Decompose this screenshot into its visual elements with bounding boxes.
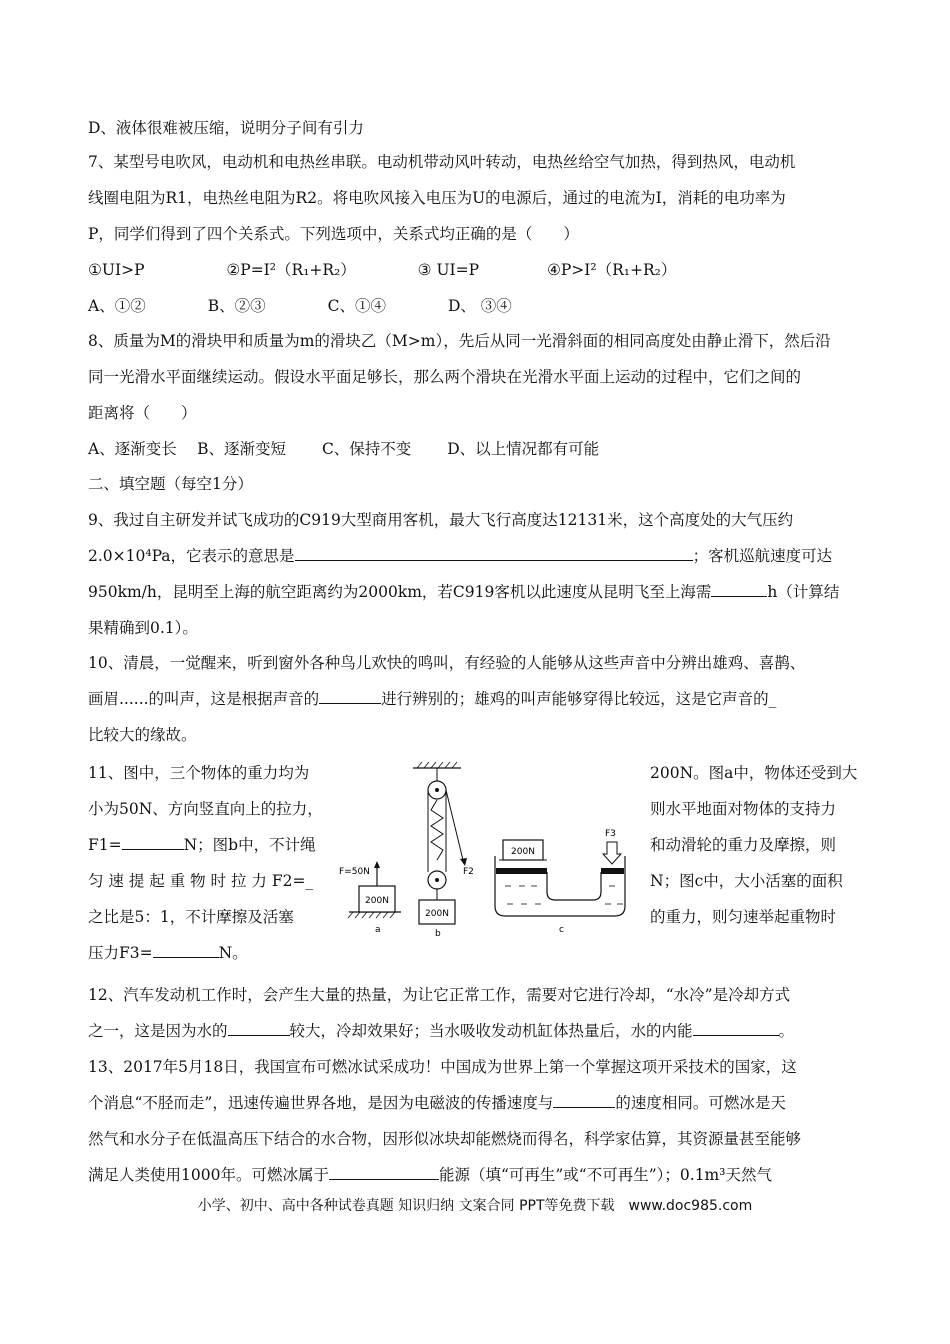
question-12-text-c: 。 <box>778 1022 795 1040</box>
question-11-right-1: 200N。图a中，物体还受到大 <box>650 764 858 782</box>
question-13-text-c: 满足人类使用1000年。可燃冰属于 <box>88 1166 329 1184</box>
figure-a-label: a <box>375 925 381 935</box>
question-11-right-2: 则水平地面对物体的支持力 <box>650 800 837 818</box>
question-12-text-a: 之一，这是因为水的 <box>88 1022 228 1040</box>
question-9-line-3 <box>88 582 839 602</box>
figure-b-label: b <box>435 929 441 939</box>
question-7-line-2: 线圈电阻为R1，电热丝电阻为R2。将电吹风接入电压为U的电源后，通过的电流为I，消耗的电功率为 <box>88 189 786 207</box>
question-9-line-1: 9、我过自主研发并试飞成功的C919大型商用客机，最大飞行高度达12131米，这个高度处的大气压约 <box>88 511 794 529</box>
question-7-relations <box>88 260 676 280</box>
answer-blank[interactable] <box>711 582 767 597</box>
figure-b <box>413 762 474 939</box>
question-11-right-5: 的重力，则匀速举起重物时 <box>650 908 837 926</box>
question-11-left-3 <box>88 833 338 855</box>
answer-blank[interactable] <box>329 1165 439 1180</box>
question-7-choices: A、①② B、②③ C、①④ D、 ③④ <box>88 297 512 315</box>
question-9-text-d: h（计算结 <box>767 583 840 601</box>
question-13-text-a: 个消息“不胫而走”，迅速传遍世界各地，是因为电磁波的传播速度与 <box>88 1094 554 1112</box>
question-9-line-2 <box>88 546 832 566</box>
question-8-line-3: 距离将（ ） <box>88 404 197 422</box>
question-13-line-3: 然气和水分子在低温高压下结合的水合物，因形似冰块却能燃烧而得名，科学家估算，其资源量甚至能够 <box>88 1130 802 1148</box>
question-11-right-4: N；图c中，大小活塞的面积 <box>650 872 843 890</box>
section-2-heading: 二、填空题（每空1分） <box>88 475 253 493</box>
question-13-text-b: 的速度相同。可燃冰是天 <box>615 1094 786 1112</box>
question-10-text-b: 进行辨别的；雄鸡的叫声能够穿得比较远，这是它声音的_ <box>381 690 777 708</box>
question-13-line-4 <box>88 1165 772 1185</box>
question-11-right-3: 和动滑轮的重力及摩擦，则 <box>650 836 837 854</box>
f3-label: 压力F3= <box>88 944 153 962</box>
relation-1: ①UI>P <box>88 261 145 279</box>
answer-blank[interactable] <box>122 835 184 850</box>
question-8-line-2: 同一光滑水平面继续运动。假设水平面足够长，那么两个滑块在光滑水平面上运动的过程中，它们之间的 <box>88 368 802 386</box>
answer-blank[interactable] <box>153 943 219 958</box>
question-7-line-1: 7、某型号电吹风，电动机和电热丝串联。电动机带动风叶转动，电热丝给空气加热，得到热风，电动机 <box>88 153 796 171</box>
answer-blank[interactable] <box>693 1021 779 1036</box>
block-c-weight: 200N <box>511 847 535 857</box>
question-9-text-c: 950km/h，昆明至上海的航空距离约为2000km，若C919客机以此速度从昆明飞至上海需 <box>88 583 712 601</box>
relation-2: ②P=I²（R₁+R₂） <box>226 261 356 279</box>
force-c-label: F3 <box>605 829 616 839</box>
question-11-text: N；图b中，不计绳 <box>183 836 316 854</box>
unit-text: N。 <box>218 944 248 962</box>
force-a-label: F=50N <box>339 867 370 877</box>
figure-a <box>339 861 401 935</box>
answer-blank[interactable] <box>228 1021 290 1036</box>
question-10-line-3: 比较大的缘故。 <box>88 726 197 744</box>
block-a-weight: 200N <box>365 896 389 906</box>
question-13-line-1: 13、2017年5月18日，我国宣布可燃冰试采成功！中国成为世界上第一个掌握这项开采技术的国家，这 <box>88 1058 797 1076</box>
force-b-label: F2 <box>463 867 474 877</box>
question-7-line-3: P，同学们得到了四个关系式。下列选项中，关系式均正确的是（ ） <box>88 225 579 243</box>
question-9-text-a: 2.0×10⁴Pa，它表示的意思是 <box>88 547 295 565</box>
question-12-line-2 <box>88 1021 794 1041</box>
page-footer: 小学、初中、高中各种试卷真题 知识归纳 文案合同 PPT等免费下载 www.doc985.com <box>197 1198 753 1214</box>
option-d-text: D、液体很难被压缩，说明分子间有引力 <box>88 119 364 137</box>
question-10-line-2 <box>88 689 776 709</box>
question-13-line-2 <box>88 1093 786 1113</box>
figure-c-label: c <box>559 925 564 935</box>
relation-3: ③ UI=P <box>417 261 480 279</box>
question-11-left-2: 小为50N、方向竖直向上的拉力， <box>88 800 323 818</box>
question-11-left-5: 之比是5：1，不计摩擦及活塞 <box>88 908 294 926</box>
question-9-text-b: ；客机巡航速度可达 <box>692 547 833 565</box>
relation-4: ④P>I²（R₁+R₂） <box>546 261 677 279</box>
f1-label: F1= <box>88 836 122 854</box>
question-9-line-4: 果精确到0.1）。 <box>88 619 198 637</box>
answer-blank[interactable] <box>319 689 381 704</box>
question-10-text-a: 画眉......的叫声，这是根据声音的 <box>88 690 320 708</box>
figure-c <box>495 829 625 935</box>
pulley-press-figure <box>335 760 635 942</box>
question-11-left-6 <box>88 941 338 963</box>
question-10-line-1: 10、清晨，一觉醒来，听到窗外各种鸟儿欢快的鸣叫，有经验的人能够从这些声音中分辨出雄鸡、喜鹊、 <box>88 654 806 672</box>
block-b-weight: 200N <box>425 909 449 919</box>
answer-blank[interactable] <box>553 1093 615 1108</box>
question-11-left-1: 11、图中，三个物体的重力均为 <box>88 764 310 782</box>
answer-blank[interactable] <box>295 546 693 561</box>
question-12-line-1: 12、汽车发动机工作时，会产生大量的热量，为让它正常工作，需要对它进行冷却，“水冷”是冷却方式 <box>88 986 791 1004</box>
question-13-text-d: 能源（填“可再生”或“不可再生”）；0.1m³天然气 <box>438 1166 772 1184</box>
question-12-text-b: 较大，冷却效果好；当水吸收发动机缸体热量后，水的内能 <box>289 1022 693 1040</box>
question-8-choices: A、逐渐变长 B、逐渐变短 C、保持不变 D、以上情况都有可能 <box>88 440 600 458</box>
question-11-left-4: 匀 速 提 起 重 物 时 拉 力 F2=_ <box>88 872 314 890</box>
question-8-line-1: 8、质量为M的滑块甲和质量为m的滑块乙（M>m），先后从同一光滑斜面的相同高度处由静止滑下，然后沿 <box>88 332 831 350</box>
